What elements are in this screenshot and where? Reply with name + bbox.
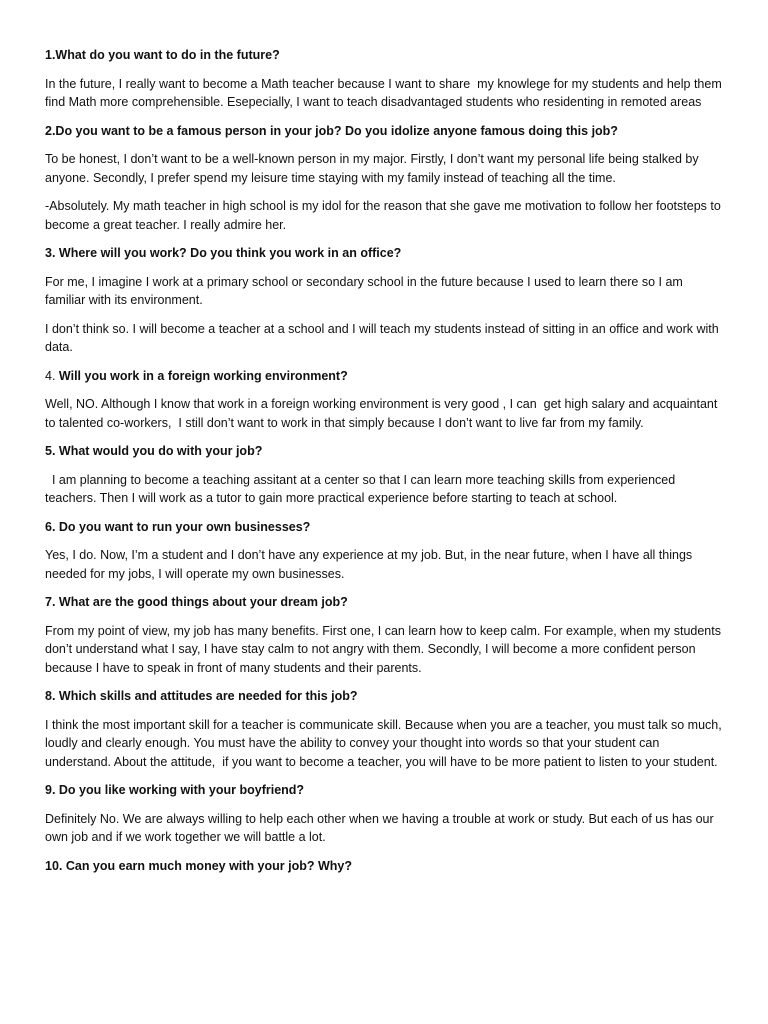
answer-3-paragraph-2: I don’t think so. I will become a teacher at a school and I will teach my students instead of sitting in an office and work with data. [45,321,723,354]
question-2: 2.Do you want to be a famous person in your job? Do you idolize anyone famous doing this job? [45,123,618,138]
answer-2-paragraph-2: -Absolutely. My math teacher in high school is my idol for the reason that she gave me motivation to follow her footsteps to become a great teacher. I really admire her. [45,199,725,232]
question-8: 8. Which skills and attitudes are needed for this job? [45,689,358,703]
answer-4-paragraph-1: Well, NO. Although I know that work in a foreign working environment is very good , I can get high salary and acquaintant to talented co-workers, I still don’t want to work in that simply because I don’t want to live far from my family. [45,397,721,430]
question-4-text: Will you work in a foreign working environment? [58,368,348,383]
question-6: 6. Do you want to run your own businesses? [45,519,311,534]
question-10: 10. Can you earn much money with your job? Why? [45,858,352,873]
answer-7-paragraph-1: From my point of view, my job has many benefits. First one, I can learn how to keep calm. For example, when my students don’t understand what I say, I have stay calm to not angry with them. Secondly, I will become a more confident person because I have to speak in front of many students and their parents. [45,623,725,675]
question-9: 9. Do you like working with your boyfriend? [45,783,305,797]
question-7: 7. What are the good things about your dream job? [45,595,348,609]
answer-3-paragraph-1: For me, I imagine I work at a primary school or secondary school in the future because I used to learn there so I am familiar with its environment. [45,274,687,307]
answer-5-paragraph-1: I am planning to become a teaching assitant at a center so that I can learn more teaching skills from experienced teachers. Then I will work as a tutor to gain more practical experience before starting to teach at school. [45,472,679,505]
answer-9-paragraph-1: Definitely No. We are always willing to help each other when we having a trouble at work or study. But each of us has our own job and if we work together we will battle a lot. [45,811,718,844]
answer-1-paragraph-1: In the future, I really want to become a Math teacher because I want to share my knowlege for my students and help them find Math more comprehensible. Esepecially, I want to teach disadvantaged students who residenting in remoted areas [45,76,726,109]
question-4 [45,367,724,386]
question-5: 5. What would you do with your job? [45,444,263,458]
question-4-number: 4. [45,368,59,383]
answer-6-paragraph-1: Yes, I do. Now, I’m a student and I don’t have any experience at my job. But, in the near future, when I have all things needed for my jobs, I will operate my own businesses. [45,548,696,581]
question-3: 3. Where will you work? Do you think you work in an office? [45,246,402,260]
answer-2-paragraph-1: To be honest, I don’t want to be a well-known person in my major. Firstly, I don’t want my personal life being stalked by anyone. Secondly, I prefer spend my leisure time staying with my family instead of teaching all the time. [45,152,703,185]
answer-8-paragraph-1: I think the most important skill for a teacher is communicate skill. Because when you are a teacher, you must talk so much, loudly and clearly enough. You must have the ability to convey your thought into words so that your student can understand. About the attitude, if you want to become a teacher, you will have to be more patient to listen to your student. [45,717,726,769]
question-1: 1.What do you want to do in the future? [45,48,280,62]
